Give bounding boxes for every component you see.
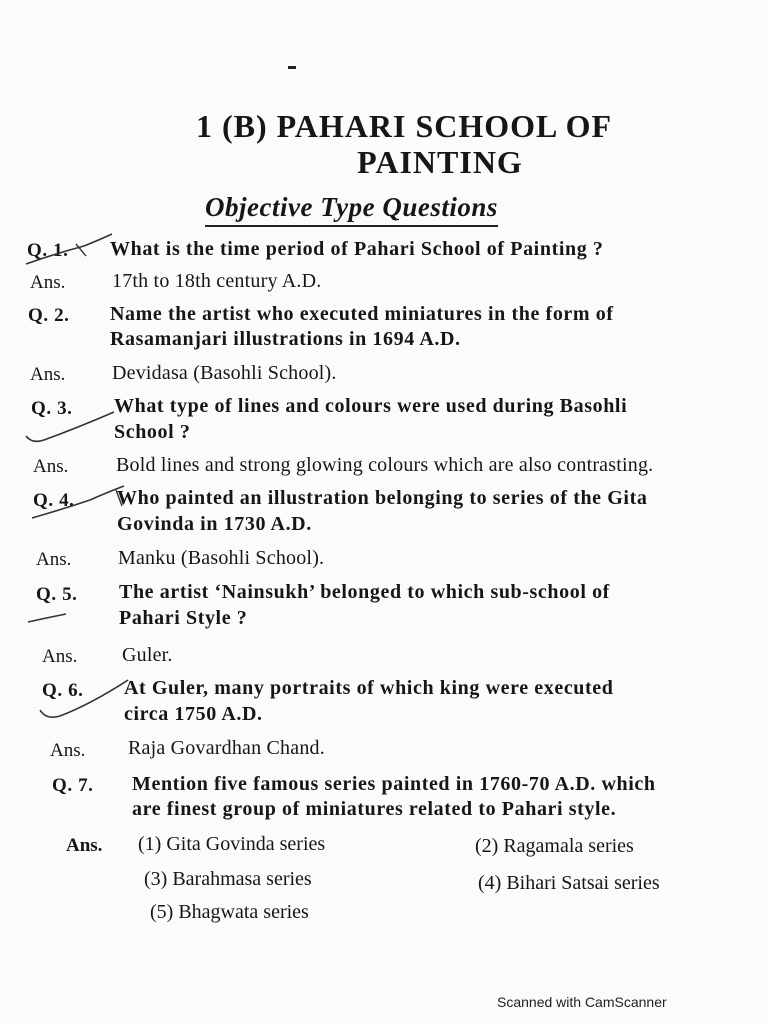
question-number: Q. 1. [27, 240, 69, 261]
answer-label: Ans. [33, 456, 69, 477]
scan-mark [288, 66, 296, 69]
question-text: Mention five famous series painted in 1760-70 A.D. which [132, 773, 656, 795]
answer-label: Ans. [30, 272, 66, 293]
page-title-line2: PAINTING [357, 144, 523, 180]
question-text: At Guler, many portraits of which king were executed [124, 677, 614, 699]
question-number: Q. 2. [28, 305, 70, 326]
question-text: Govinda in 1730 A.D. [117, 513, 312, 535]
question-text: Rasamanjari illustrations in 1694 A.D. [110, 328, 461, 350]
question-number: Q. 6. [42, 680, 84, 701]
question-text: What is the time period of Pahari School of Painting ? [110, 238, 604, 260]
answer-text: Devidasa (Basohli School). [112, 362, 337, 384]
question-number: Q. 4. [33, 490, 75, 511]
question-text: What type of lines and colours were used during Basohli [114, 395, 628, 417]
question-number: Q. 3. [31, 398, 73, 419]
question-text: Pahari Style ? [119, 607, 248, 629]
answer-label: Ans. [42, 646, 78, 667]
question-text: The artist ‘Nainsukh’ belonged to which sub-school of [119, 581, 610, 603]
answer-text: 17th to 18th century A.D. [112, 270, 322, 292]
question-text: circa 1750 A.D. [124, 703, 263, 725]
scanner-watermark: Scanned with CamScanner [497, 994, 667, 1010]
answer-text: Guler. [122, 644, 173, 666]
question-text: Who painted an illustration belonging to series of the Gita [117, 487, 648, 509]
section-subtitle: Objective Type Questions [205, 192, 498, 227]
page-title-line1: 1 (B) PAHARI SCHOOL OF [195, 108, 613, 144]
answer-text: Manku (Basohli School). [118, 547, 325, 569]
series-option: (4) Bihari Satsai series [478, 872, 660, 894]
series-option: (3) Barahmasa series [144, 868, 312, 890]
answer-label: Ans. [36, 549, 72, 570]
answer-label: Ans. [30, 364, 66, 385]
series-option: (5) Bhagwata series [150, 901, 309, 923]
question-number: Q. 5. [36, 584, 78, 605]
answer-label: Ans. [66, 835, 103, 856]
answer-label: Ans. [50, 740, 86, 761]
question-text: Name the artist who executed miniatures in the form of [110, 303, 614, 325]
question-text: School ? [114, 421, 191, 443]
series-option: (1) Gita Govinda series [138, 833, 326, 855]
answer-text: Raja Govardhan Chand. [128, 737, 325, 759]
question-number: Q. 7. [52, 775, 94, 796]
question-text: are finest group of miniatures related to Pahari style. [132, 798, 617, 820]
answer-text: Bold lines and strong glowing colours which are also contrasting. [116, 454, 654, 476]
series-option: (2) Ragamala series [475, 835, 634, 857]
